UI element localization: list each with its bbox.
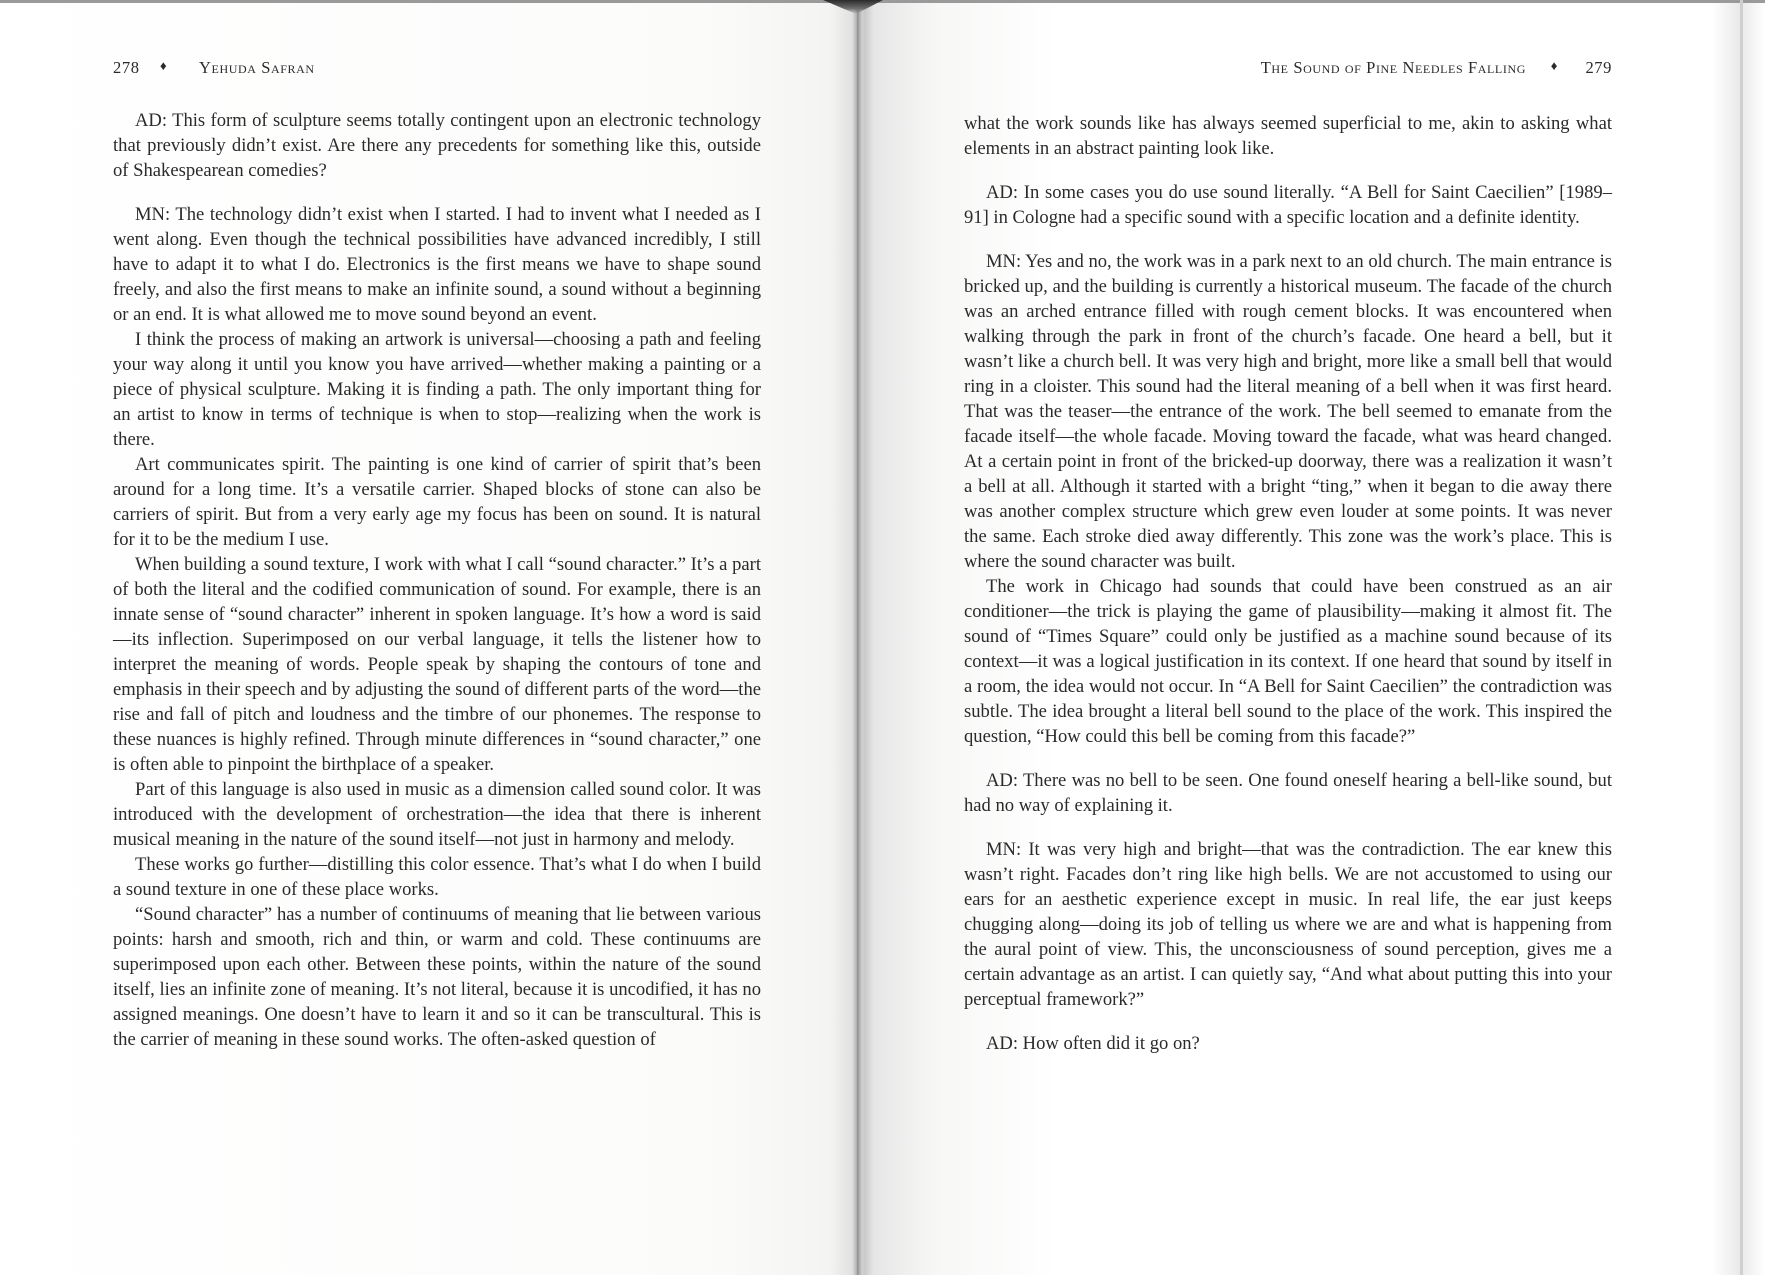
paragraph: MN: Yes and no, the work was in a park next to an old church. The main entrance is bricked up, and the building is currently a historical museum. The facade of the church was an arched entrance filled with rough cement blocks. It was encountered when walking through the park in front of the church’s facade. One heard a bell, but it wasn’t like a church bell. It was very high and bright, more like a small bell that would ring in a cloister. This sound had the literal meaning of a bell when it was first heard. That was the teaser—the entrance of the work. The bell seemed to emanate from the facade itself—the whole facade. Moving toward the facade, what was heard changed. At a certain point in front of the bricked-up doorway, there was a realization it wasn’t a bell at all. Although it started with a bright “ting,” when it began to die away there was another complex structure which grew even louder at some points. It was never the same. Each stroke died away differently. This zone was the work’s place. This is where the sound character was built.	[964, 251, 1612, 572]
right-page	[964, 52, 1612, 1056]
diamond-separator-icon: ♦	[1550, 58, 1558, 73]
left-page-body	[113, 108, 761, 1052]
page-number: 278	[113, 58, 140, 77]
running-head-chapter-title: The Sound of Pine Needles Falling	[1260, 58, 1526, 77]
paragraph: When building a sound texture, I work with what I call “sound character.” It’s a part of both the literal and the codified communication of sound. For example, there is an innate sense of “sound character” inherent in spoken language. It’s how a word is said—its inflection. Superimposed on our verbal language, it tells the listener how to interpret the meaning of words. People speak by shaping the contours of tone and emphasis in their speech and by adjusting the sound of different parts of the word—the rise and fall of pitch and loudness and the timbre of our phonemes. The response to these nuances is highly refined. Through minute differences in “sound character,” one is often able to pinpoint the birthplace of a speaker.	[113, 554, 761, 775]
paragraph: The work in Chicago had sounds that could have been construed as an air conditioner—the trick is playing the game of plausibility—making it almost fit. The sound of “Times Square” could only be justified as a machine sound because of its context—it was a logical justification in its context. If one heard that sound by itself in a room, the idea would not occur. In “A Bell for Saint Caecilien” the contradiction was subtle. The idea brought a literal bell sound to the place of the work. This inspired the question, “How could this bell be coming from this facade?”	[964, 576, 1612, 747]
paragraph: MN: The technology didn’t exist when I started. I had to invent what I needed as I went along. Even though the technical possibilities have advanced incredibly, I still have to adapt it to what I do. Electronics is the first means we have to shape sound freely, and also the first means to make an infinite sound, a sound without a beginning or an end. It is what allowed me to move sound beyond an event.	[113, 204, 761, 325]
diamond-separator-icon: ♦	[160, 58, 168, 73]
book-gutter	[852, 0, 862, 1275]
paragraph: Part of this language is also used in music as a dimension called sound color. It was introduced with the development of orchestration—the idea that there is inherent musical meaning in the nature of the sound itself—not just in harmony and melody.	[113, 779, 761, 850]
paragraph: what the work sounds like has always seemed superficial to me, akin to asking what elements in an abstract painting look like.	[964, 113, 1612, 159]
page-number: 279	[1585, 58, 1612, 77]
paper-top-edge	[0, 0, 1765, 3]
paragraph: AD: In some cases you do use sound literally. “A Bell for Saint Caecilien” [1989–91] in Cologne had a specific sound with a specific location and a definite identity.	[964, 182, 1612, 228]
left-running-head	[113, 52, 761, 82]
paragraph: These works go further—distilling this color essence. That’s what I do when I build a sound texture in one of these place works.	[113, 854, 761, 900]
left-page	[113, 52, 761, 1052]
paragraph: “Sound character” has a number of continuums of meaning that lie between various points: harsh and smooth, rich and thin, or warm and cold. These continuums are superimposed upon each other. Between these points, within the nature of the sound itself, lies an infinite zone of meaning. It’s not literal, because it is uncodified, it has no assigned meanings. One doesn’t have to learn it and so it can be transcultural. This is the carrier of meaning in these sound works. The often-asked question of	[113, 904, 761, 1050]
paragraph: Art communicates spirit. The painting is one kind of carrier of spirit that’s been around for a long time. It’s a versatile carrier. Shaped blocks of stone can also be carriers of spirit. But from a very early age my focus has been on sound. It is natural for it to be the medium I use.	[113, 454, 761, 550]
page-edge	[1740, 0, 1743, 1275]
running-head-author: Yehuda Safran	[199, 58, 315, 77]
paragraph: AD: There was no bell to be seen. One found oneself hearing a bell-like sound, but had no way of explaining it.	[964, 770, 1612, 816]
paragraph: AD: This form of sculpture seems totally contingent upon an electronic technology that previously didn’t exist. Are there any precedents for something like this, outside of Shakespearean comedies?	[113, 110, 761, 181]
right-page-body	[964, 111, 1612, 1056]
paragraph: I think the process of making an artwork is universal—choosing a path and feeling your way along it until you know you have arrived—whether making a painting or a piece of physical sculpture. Making it is finding a path. The only important thing for an artist to know in terms of technique is when to stop—realizing when the work is there.	[113, 329, 761, 450]
paragraph: MN: It was very high and bright—that was the contradiction. The ear knew this wasn’t right. Facades don’t ring like high bells. We are not accustomed to using our ears for an aesthetic experience except in music. In real life, the ear just keeps chugging along—doing its job of telling us where we are and what is happening from the aural point of view. This, the unconsciousness of sound perception, gives me a certain advantage as an artist. I can quietly say, “And what about putting this into your perceptual framework?”	[964, 839, 1612, 1010]
paragraph: AD: How often did it go on?	[986, 1033, 1200, 1054]
right-running-head	[964, 52, 1612, 82]
